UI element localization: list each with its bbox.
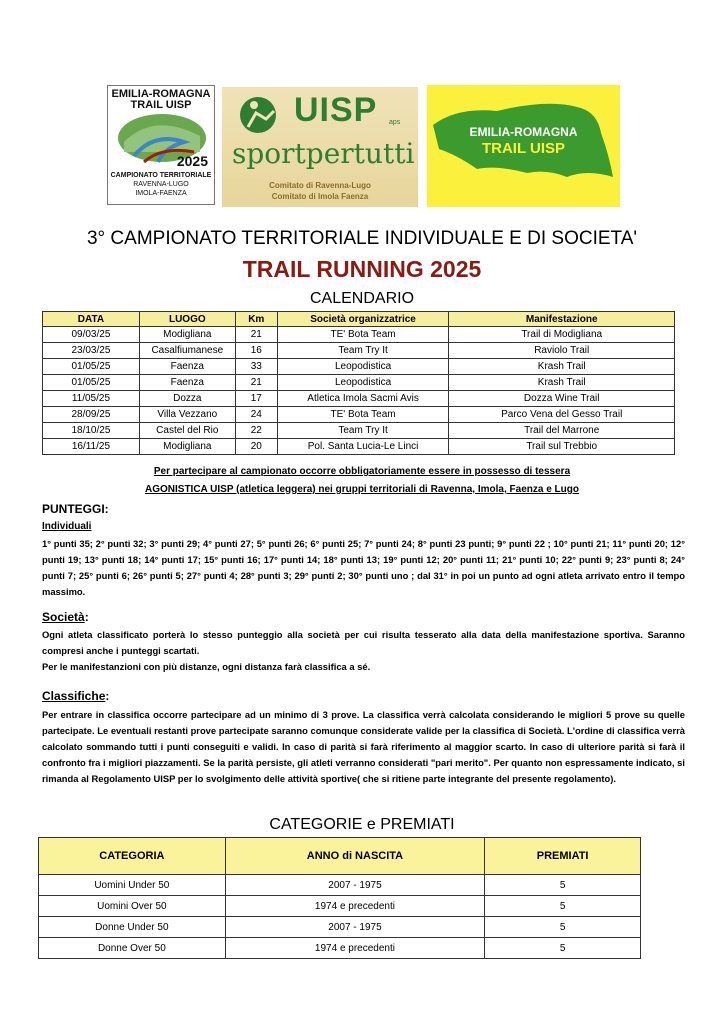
logo-caption-2: RAVENNA-LUGO — [133, 181, 189, 188]
cell-category: Uomini Under 50 — [39, 875, 226, 896]
classifiche-heading — [42, 689, 109, 703]
table-row — [43, 359, 675, 375]
calendar-col-societa: Società organizzatrice — [277, 312, 449, 327]
societa-heading-text: Società — [42, 610, 85, 624]
cell-event: Trail sul Trebbio — [449, 439, 675, 455]
uisp-committee-1: Comitato di Ravenna-Lugo — [269, 181, 371, 190]
cell-place: Casalfiumanese — [139, 343, 235, 359]
cell-organizer: Team Try It — [277, 423, 449, 439]
logo-caption-3: IMOLA-FAENZA — [135, 190, 187, 197]
uisp-tagline: sportpertutti — [232, 137, 415, 170]
categorie-col-categoria: CATEGORIA — [39, 838, 226, 875]
societa-heading — [42, 610, 89, 624]
cell-category: Uomini Over 50 — [39, 896, 226, 917]
cell-place: Modigliana — [139, 327, 235, 343]
cell-awarded: 5 — [485, 917, 641, 938]
table-row — [43, 439, 675, 455]
cell-birth-year: 2007 - 1975 — [225, 875, 485, 896]
cell-km: 17 — [235, 391, 277, 407]
cell-organizer: Atletica Imola Sacmi Avis — [277, 391, 449, 407]
table-row — [39, 896, 641, 917]
cell-organizer: Leopodistica — [277, 375, 449, 391]
cell-date: 01/05/25 — [43, 359, 140, 375]
classifiche-text: Per entrare in classifica occorre partecipare ad un minimo di 3 prove. La classifica verrà calcolata considerando le migliori 5 prove su quelle partecipate. Le eventuali restanti prove partecipate saranno comunque considerate valide per la classifica di Società. L'ordine di classifica verrà calcolato sommando tutti i punti conseguiti e validi. In caso di parità si farà riferimento al maggior scarto. In caso di ulteriore parità si farà il confronto fra i migliori piazzamenti. Se la parità persiste, gli atleti verranno considerati "pari merito". Per quanto non espressamente indicato, si rimanda al Regolamento UISP per lo svolgimento delle attività sportive( che si ritiene parte integrante del presente regolamento). — [42, 709, 685, 784]
cell-date: 28/09/25 — [43, 407, 140, 423]
cell-place: Villa Vezzano — [139, 407, 235, 423]
table-row — [39, 875, 641, 896]
categorie-table — [38, 837, 641, 959]
cell-birth-year: 1974 e precedenti — [225, 938, 485, 959]
cell-date: 23/03/25 — [43, 343, 140, 359]
cell-km: 16 — [235, 343, 277, 359]
cell-date: 16/11/25 — [43, 439, 140, 455]
notice-line-1: Per partecipare al campionato occorre obbligatoriamente essere in possesso di tessera — [153, 466, 571, 477]
categorie-title: CATEGORIE e PREMIATI — [269, 816, 455, 833]
table-row — [39, 917, 641, 938]
cell-birth-year: 2007 - 1975 — [225, 917, 485, 938]
calendar-col-km: Km — [235, 312, 277, 327]
table-row — [43, 407, 675, 423]
societa-text-2: Per le manifestanzioni con più distanze, ogni distanza farà classifica a sé. — [42, 661, 371, 672]
categorie-col-anno: ANNO di NASCITA — [225, 838, 485, 875]
table-row — [43, 375, 675, 391]
uisp-logo — [222, 87, 418, 207]
cell-km: 21 — [235, 327, 277, 343]
cell-organizer: Team Try It — [277, 343, 449, 359]
cell-date: 01/05/25 — [43, 375, 140, 391]
uisp-aps: aps — [389, 119, 401, 126]
cell-place: Modigliana — [139, 439, 235, 455]
cell-event: Krash Trail — [449, 375, 675, 391]
punteggi-text: 1° punti 35; 2° punti 32; 3° punti 29; 4° punti 27; 5° punti 26; 6° punti 25; 7° punti 24; 8° punti 23 punti; 9° punti 22 ; 10° punti 21; 11° punti 20; 12° punti 19; 13° punti 18; 14° punti 17; 15° punti 16; 17° punti 14; 18° punti 13; 19° punti 12; 20° punti 11; 21° punti 10; 22° punti 9; 23° punti 8; 24° punti 7; 25° punti 6; 26° punti 5; 27° punti 4; 28° punti 3; 29° punti 2; 30° punti uno ; dal 31° in poi un punto ad ogni atleta arrivato entro il tempo massimo. — [42, 538, 685, 597]
cell-date: 11/05/25 — [43, 391, 140, 407]
cell-km: 21 — [235, 375, 277, 391]
calendar-col-data: DATA — [43, 312, 140, 327]
cell-date: 09/03/25 — [43, 327, 140, 343]
cell-organizer: Leopodistica — [277, 359, 449, 375]
cell-place: Castel del Rio — [139, 423, 235, 439]
cell-event: Raviolo Trail — [449, 343, 675, 359]
calendar-col-manifestazione: Manifestazione — [449, 312, 675, 327]
categorie-col-premiati: PREMIATI — [485, 838, 641, 875]
runner-icon — [228, 93, 292, 139]
cell-event: Krash Trail — [449, 359, 675, 375]
calendar-table — [42, 311, 675, 455]
punteggi-heading-text: PUNTEGGI — [42, 502, 105, 516]
logo-year: 2025 — [176, 153, 208, 169]
cell-place: Faenza — [139, 359, 235, 375]
cell-km: 22 — [235, 423, 277, 439]
cell-category: Donne Under 50 — [39, 917, 226, 938]
logo-line-2: TRAIL UISP — [130, 99, 192, 111]
table-row — [43, 327, 675, 343]
cell-km: 33 — [235, 359, 277, 375]
cell-event: Parco Vena del Gesso Trail — [449, 407, 675, 423]
region-line-1: EMILIA-ROMAGNA — [469, 125, 578, 139]
cell-event: Trail del Marrone — [449, 423, 675, 439]
classifiche-heading-text: Classifiche — [42, 689, 106, 703]
championship-logo — [107, 85, 215, 205]
notice-line-2: AGONISTICA UISP (atletica leggera) nei gruppi territoriali di Ravenna, Imola, Faenza e Lugo — [145, 484, 579, 495]
cell-place: Dozza — [139, 391, 235, 407]
individuali-subheading: Individuali — [42, 521, 92, 532]
table-row — [43, 391, 675, 407]
societa-colon: : — [84, 610, 89, 624]
logo-caption-1: CAMPIONATO TERRITORIALE — [110, 172, 212, 179]
uisp-brand: UISP — [294, 91, 378, 129]
punteggi-colon: : — [104, 502, 109, 516]
cell-category: Donne Over 50 — [39, 938, 226, 959]
region-line-2: TRAIL UISP — [481, 140, 566, 157]
categorie-header-row — [39, 838, 641, 875]
logo-line-1: EMILIA-ROMAGNA — [111, 88, 211, 100]
calendar-title: CALENDARIO — [309, 290, 415, 307]
cell-awarded: 5 — [485, 875, 641, 896]
cell-organizer: TE' Bota Team — [277, 407, 449, 423]
cell-birth-year: 1974 e precedenti — [225, 896, 485, 917]
cell-event: Dozza Wine Trail — [449, 391, 675, 407]
classifiche-colon: : — [105, 689, 110, 703]
cell-awarded: 5 — [485, 938, 641, 959]
table-row — [43, 343, 675, 359]
cell-date: 18/10/25 — [43, 423, 140, 439]
calendar-col-luogo: LUOGO — [139, 312, 235, 327]
table-row — [39, 938, 641, 959]
punteggi-heading — [42, 502, 109, 516]
societa-text-1: Ogni atleta classificato porterà lo stesso punteggio alla società per cui risulta tesserato alla data della manifestazione sportiva. Saranno compresi anche i punteggi scartati. — [42, 629, 685, 656]
page-title: 3° CAMPIONATO TERRITORIALE INDIVIDUALE E DI SOCIETA' — [86, 228, 638, 249]
cell-organizer: TE' Bota Team — [277, 327, 449, 343]
table-row — [43, 423, 675, 439]
page-subtitle: TRAIL RUNNING 2025 — [242, 256, 482, 282]
calendar-header-row — [43, 312, 675, 327]
cell-km: 24 — [235, 407, 277, 423]
cell-km: 20 — [235, 439, 277, 455]
cell-place: Faenza — [139, 375, 235, 391]
region-logo — [427, 85, 620, 207]
uisp-committee-2: Comitato di Imola Faenza — [271, 192, 369, 201]
cell-awarded: 5 — [485, 896, 641, 917]
cell-event: Trail di Modigliana — [449, 327, 675, 343]
cell-organizer: Pol. Santa Lucia-Le Linci — [277, 439, 449, 455]
